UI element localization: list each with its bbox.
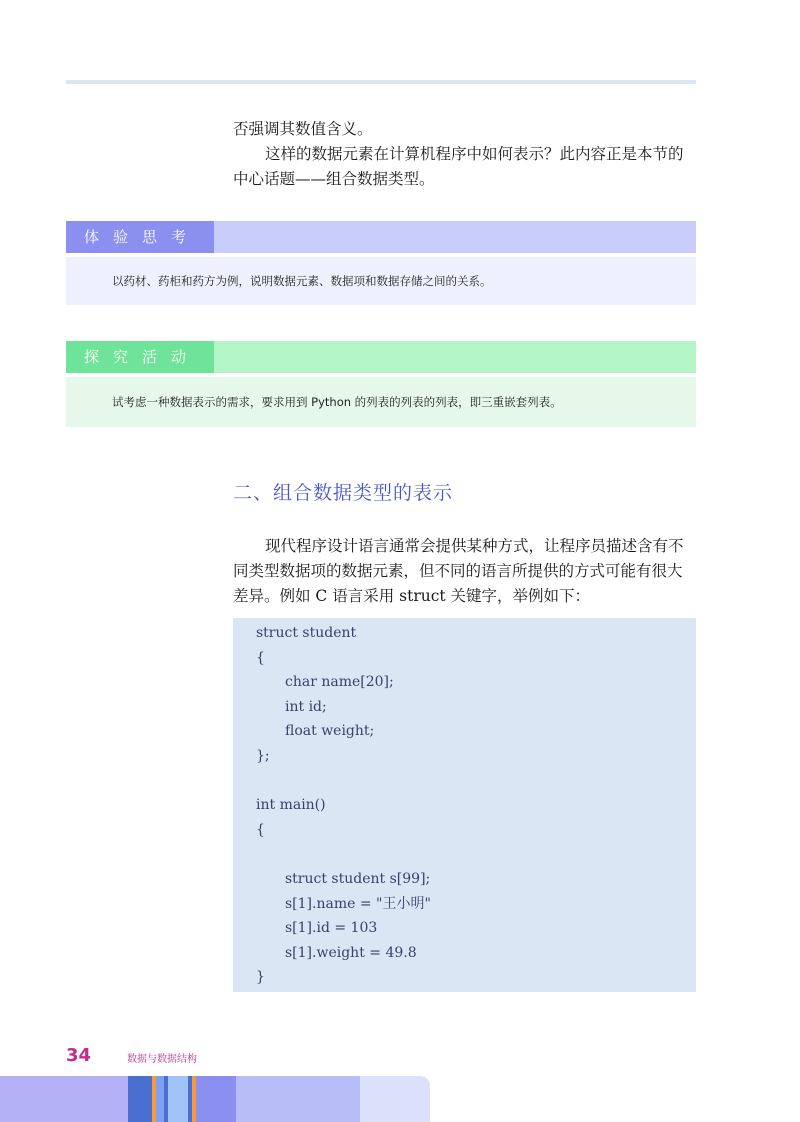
intro-text [233, 117, 696, 192]
explore-box-label: 探究活动 [66, 341, 214, 373]
code-line: float weight; [285, 723, 375, 740]
experience-box-header [66, 221, 696, 253]
bar-stripe [236, 1076, 360, 1122]
code-line: s[1].id = 103 [285, 920, 378, 937]
intro-line: 否强调其数值含义。 [233, 120, 373, 138]
code-line: { [256, 649, 265, 666]
explore-activity-box [66, 341, 696, 427]
top-rule [66, 80, 696, 84]
bottom-decorative-bar [0, 1076, 430, 1122]
code-line: { [256, 821, 265, 838]
code-line: }; [256, 747, 270, 764]
explore-box-band [214, 341, 696, 373]
section-title: 二、组合数据类型的表示 [233, 482, 454, 504]
experience-box-band [214, 221, 696, 253]
experience-box-label: 体验思考 [66, 221, 214, 253]
code-line: char name[20]; [285, 674, 394, 691]
code-line: int main() [256, 797, 326, 814]
code-line: } [256, 969, 265, 986]
bar-stripe [196, 1076, 236, 1122]
section-paragraph: 现代程序设计语言通常会提供某种方式，让程序员描述含有不同类型数据项的数据元素，但不同的语言所提供的方式可能有很大差异。例如 C 语言采用 struct 关键字，举例如下： [233, 537, 684, 605]
code-block [233, 618, 696, 992]
bar-stripe [128, 1076, 152, 1122]
code-line [256, 842, 696, 867]
explore-box-header [66, 341, 696, 373]
book-title: 数据与数据结构 [127, 1054, 197, 1065]
code-line: struct student s[99]; [285, 870, 431, 887]
code-line: int id; [285, 698, 327, 715]
bar-stripe [168, 1076, 188, 1122]
intro-paragraph: 这样的数据元素在计算机程序中如何表示？此内容正是本节的中心话题——组合数据类型。 [233, 145, 684, 188]
explore-box-text: 试考虑一种数据表示的需求，要求用到 Python 的列表的列表的列表，即三重嵌套列表。 [66, 377, 696, 427]
code-line: s[1].name = "王小明" [285, 895, 431, 912]
bar-stripe [360, 1076, 430, 1122]
section-body [233, 534, 696, 609]
code-line: struct student [256, 625, 357, 641]
page-number: 34 [66, 1045, 92, 1066]
experience-box-text: 以药材、药柜和药方为例，说明数据元素、数据项和数据存储之间的关系。 [66, 257, 696, 305]
experience-thinking-box [66, 221, 696, 305]
bar-stripe [156, 1076, 164, 1122]
code-line [256, 769, 696, 794]
bar-stripe [0, 1076, 128, 1122]
code-line: s[1].weight = 49.8 [285, 944, 417, 961]
